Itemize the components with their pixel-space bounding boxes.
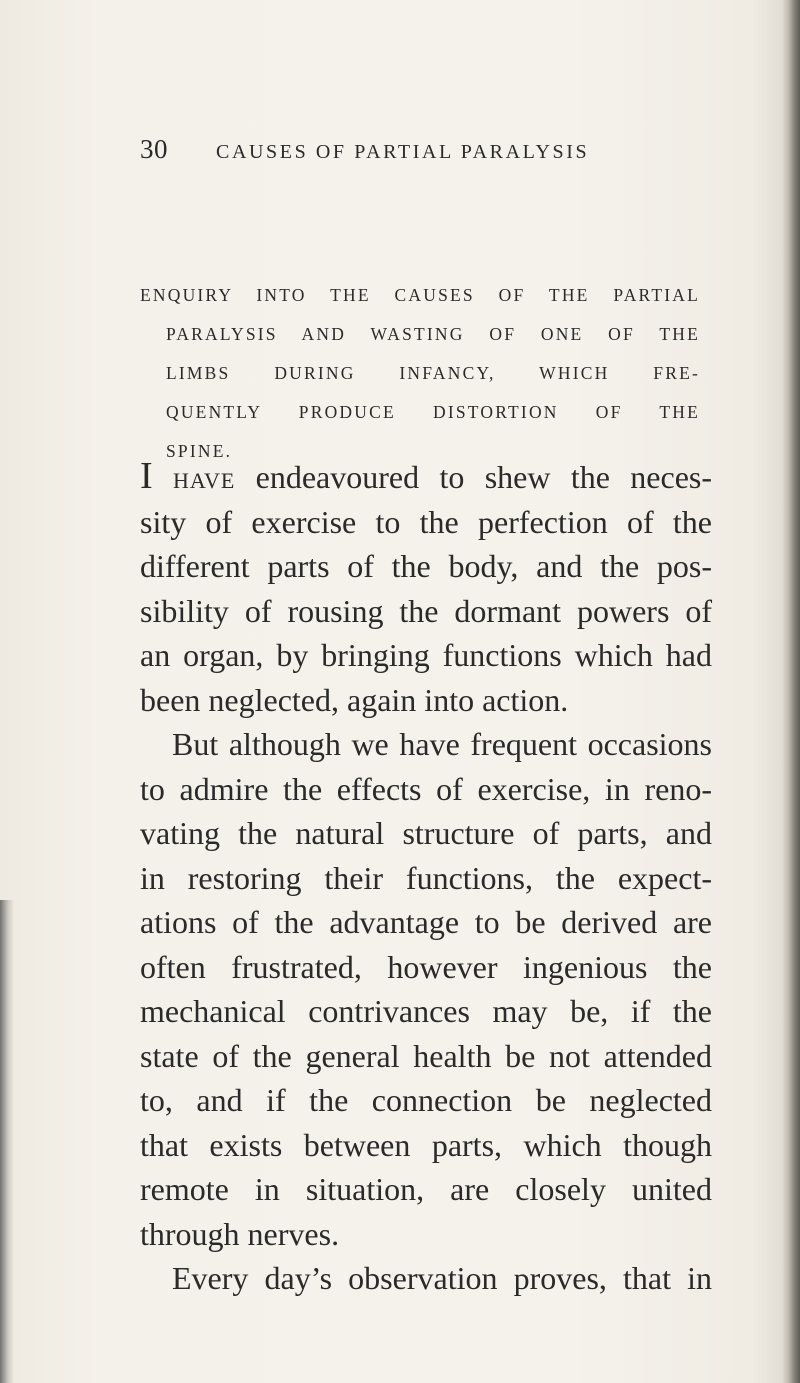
text-line: been neglected, again into action. <box>140 681 569 718</box>
chapter-heading <box>140 276 700 471</box>
text-line: to admire the effects of exercise, in reno- <box>140 770 712 807</box>
page-shadow-right <box>782 0 800 1383</box>
initial-letter: I <box>140 455 153 497</box>
heading-line: SPINE. <box>166 441 233 461</box>
page-shadow-left <box>0 900 14 1383</box>
text-line: that exists between parts, which though <box>140 1126 712 1163</box>
text-line: often frustrated, however ingenious the <box>140 948 712 985</box>
text-line: in restoring their functions, the expect- <box>140 859 712 896</box>
heading-line: QUENTLY PRODUCE DISTORTION OF THE <box>166 402 700 422</box>
text-fragment: endeavoured to shew the neces- <box>255 459 713 495</box>
text-line: vating the natural structure of parts, and <box>140 815 712 851</box>
body-text <box>140 454 712 1301</box>
heading-line: PARALYSIS AND WASTING OF ONE OF THE <box>166 324 700 344</box>
heading-line: ENQUIRY INTO THE CAUSES OF THE PARTIAL <box>140 285 700 305</box>
text-line: sibility of rousing the dormant powers of <box>140 592 712 629</box>
text-line: mechanical contrivances may be, if the <box>140 993 712 1029</box>
opening-word: have <box>173 459 236 495</box>
heading-line: LIMBS DURING INFANCY, WHICH FRE- <box>166 363 700 383</box>
running-head <box>140 134 660 174</box>
text-line: different parts of the body, and the pos- <box>140 548 712 584</box>
text-line: through nerves. <box>140 1215 340 1252</box>
text-line: an organ, by bringing functions which had <box>140 637 712 673</box>
paragraph-first-line <box>140 454 712 500</box>
text-line: state of the general health be not attended <box>140 1037 712 1074</box>
text-line: remote in situation, are closely united <box>140 1171 712 1207</box>
text-line: sity of exercise to the perfection of the <box>140 503 712 540</box>
text-line: to, and if the connection be neglected <box>140 1082 712 1118</box>
page-number: 30 <box>140 134 168 164</box>
running-title: CAUSES OF PARTIAL PARALYSIS <box>216 141 590 163</box>
text-line: Every day’s observation proves, that in <box>172 1260 712 1296</box>
text-line: ations of the advantage to be derived are <box>140 904 712 940</box>
text-line: But although we have frequent occasions <box>172 726 712 762</box>
